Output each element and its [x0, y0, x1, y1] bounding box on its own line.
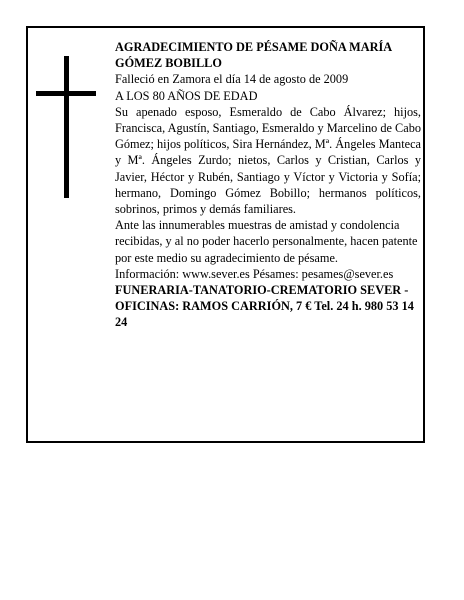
notice-title: AGRADECIMIENTO DE PÉSAME DOÑA MARÍA GÓMEZ BOBILLO	[115, 40, 392, 71]
funeral-home-info: FUNERARIA-TANATORIO-CREMATORIO SEVER - OFICINAS: RAMOS CARRIÓN, 7 € Tel. 24 h. 980 53 14 24	[115, 283, 414, 330]
family-list: Su apenado esposo, Esmeraldo de Cabo Álvarez; hijos, Francisca, Agustín, Santiago, Esmeraldo y Marcelino de Cabo Gómez; hijos políticos, Sira Hernández, Mª. Ángeles Manteca y Mª. Ángeles Zurdo; nietos, Carlos y Cristian, Carlos y Javier, Héctor y Rubén, Santiago y Víctor y Victoria y Sofía; hermano, Domingo Gómez Bobillo; hermanos políticos, sobrinos, primos y demás familiares.	[115, 104, 421, 217]
cross-vertical-bar	[64, 56, 69, 198]
death-date-line: Falleció en Zamora el día 14 de agosto de 2009	[115, 72, 349, 87]
thanks-paragraph: Ante las innumerables muestras de amistad y condolencia recibidas, y al no poder hacerlo personalmente, hacen patente por este medio su agradecimiento de pésame.	[115, 218, 418, 265]
latin-cross-icon	[36, 56, 96, 198]
contact-info: Información: www.sever.es Pésames: pesames@sever.es	[115, 266, 394, 281]
cross-horizontal-bar	[36, 91, 96, 96]
notice-text-block	[115, 39, 421, 331]
age-line: A LOS 80 AÑOS DE EDAD	[115, 88, 258, 103]
